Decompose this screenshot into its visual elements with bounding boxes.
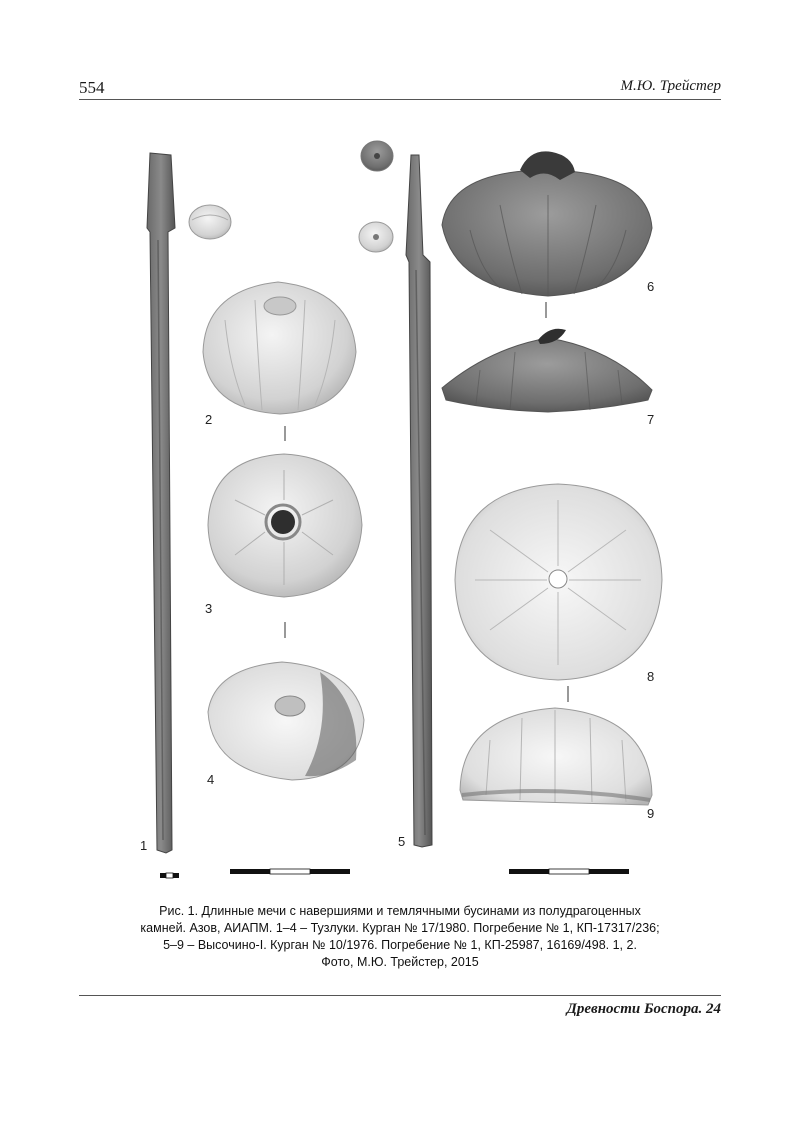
journal-title: Древности Боспора. 24 <box>566 1001 721 1017</box>
figure-label-3: 3 <box>205 601 213 616</box>
figure-label-2: 2 <box>205 412 213 427</box>
scale-bar <box>230 869 350 874</box>
small-bead-photo <box>359 222 393 252</box>
figure-label-6: 6 <box>647 279 655 294</box>
figure-label-8: 8 <box>647 669 655 684</box>
bead-2-photo <box>203 282 356 414</box>
sword-1-photo <box>147 153 175 853</box>
page-number: 554 <box>79 78 105 97</box>
figure-label-4: 4 <box>207 772 215 787</box>
figure-label-9: 9 <box>647 806 655 821</box>
sword-5-photo <box>406 155 432 847</box>
scale-bar-small <box>160 873 179 878</box>
figure-label-1: 1 <box>140 838 148 853</box>
caption-line: 5–9 – Высочино-I. Курган № 10/1976. Погребение № 1, КП-25987, 16169/498. 1, 2. <box>163 938 637 952</box>
figure-label-5: 5 <box>398 834 406 849</box>
running-author: М.Ю. Трейстер <box>620 78 721 94</box>
figure-label-7: 7 <box>647 412 655 427</box>
bead-4-photo <box>208 662 364 780</box>
footer-divider <box>79 995 721 996</box>
bead-9-photo <box>460 708 652 805</box>
bead-3-photo <box>208 454 362 597</box>
bead-8-photo <box>455 484 662 680</box>
caption-line: Фото, М.Ю. Трейстер, 2015 <box>321 955 479 969</box>
small-bead-photo <box>189 205 231 239</box>
scale-bar <box>509 869 629 874</box>
small-bead-photo <box>361 141 393 171</box>
figure-caption <box>110 903 690 971</box>
bead-7-photo <box>442 329 652 412</box>
bead-6-photo <box>442 151 655 296</box>
caption-line: камней. Азов, АИАПМ. 1–4 – Тузлуки. Курган № 17/1980. Погребение № 1, КП-17317/236; <box>140 921 660 935</box>
caption-line: Рис. 1. Длинные мечи с навершиями и темлячными бусинами из полудрагоценных <box>159 904 641 918</box>
